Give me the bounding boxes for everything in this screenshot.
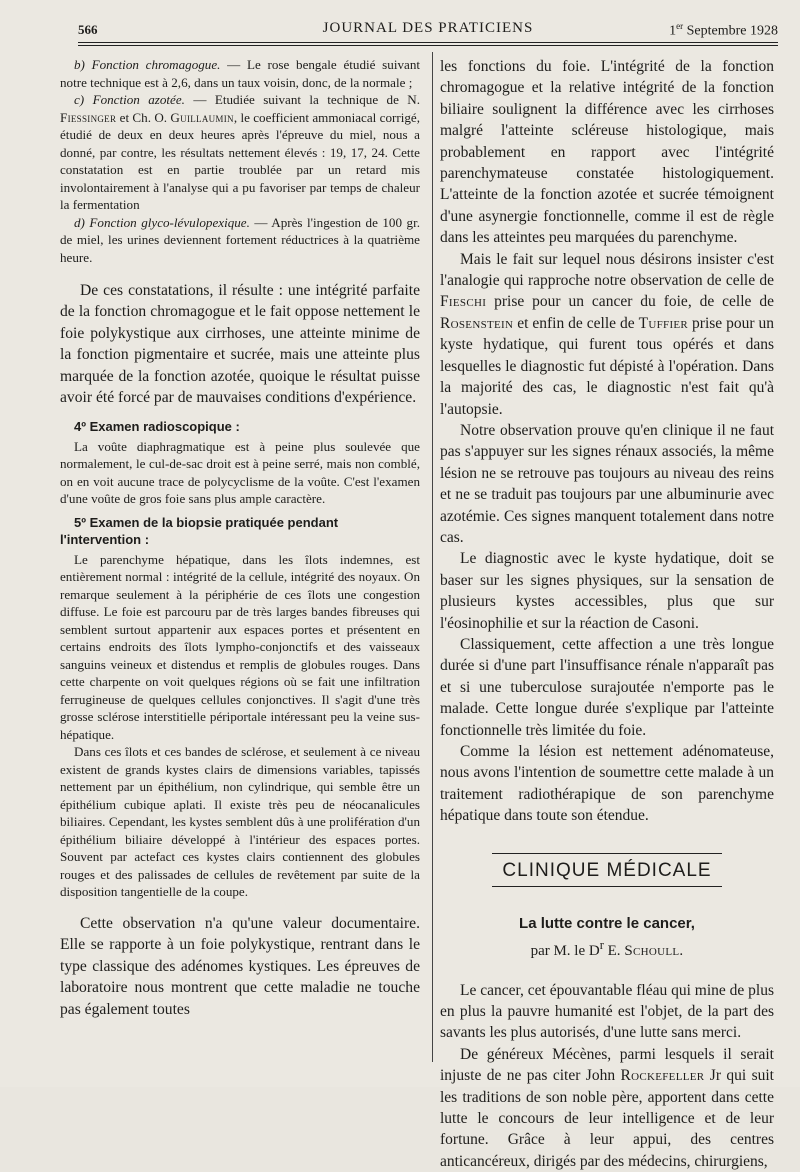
header-rule-thin — [78, 45, 778, 46]
heading-biopsy: 5º Examen de la biopsie pratiquée pendant l'intervention : — [60, 514, 339, 548]
paragraph-renal-signs: Notre observation prouve qu'en clinique il ne faut pas s'appuyer sur les signes rénaux associés, la même lésion ne se retrouve pas toujours au niveau des reins et ne se traduit pas toujours par une albuminurie avec azotémie. Ces signes manquent totalement dans notre cas. — [440, 421, 774, 546]
paragraph-biopsy-1: Le parenchyme hépatique, dans les îlots indemnes, est entièrement normal : intégrité de la cellule, intégrité des noyaux. On remarque seulement à la périphérie de ces îlots une congestion diffuse. Le foie est parcouru par de très larges bandes fibreuses qui semblent surtout appartenir aux espaces portes et présentent en certains endroits des îlots lympho-conjonctifs et des vaisseaux sanguins veineux et distendus et remplis de globules rouges. Dans cette charpente on voit quelques régions où se fait une infiltration ferrugineuse de quelques cellules conjonctives. Il s'agit d'une très grosse sclérose interstitielle périportale intéressant peu la veine sus-hépatique. — [60, 551, 420, 742]
journal-title: JOURNAL DES PRATICIENS — [322, 20, 534, 36]
discussion-block — [440, 56, 774, 827]
paragraph-biopsy-2: Dans ces îlots et ces bandes de sclérose, et seulement à ce niveau existent de grands kystes clairs de dimensions variables, tapissés nettement par un épithélium, non cylindrique, qui semble être un épithélium cubique aplati. Il existe très peu de néocanalicules biliaires. Cependant, les kystes semblent dûs à une prolifération d'un épithélium biliaire développé à l'intérieur des espaces portes. Souvent par actefact ces kystes clairs contiennent des globules rouges et des palissades de cellules de revêtement par suite de la disposition tangentielle de la coupe. — [60, 744, 420, 900]
page-number: 566 — [78, 22, 98, 37]
paragraph-glyco: d) Fonction glyco-lévulopexique. — Après l'ingestion de 100 gr. de miel, les urines deviennent fortement réductrices à la quatrième heure. — [60, 214, 420, 265]
conclusion-block — [60, 280, 420, 408]
paragraph-radioscopy: La voûte diaphragmatique est à peine plus soulevée que normalement, le cul-de-sac droit est à peine serré, mais non comblé, on en voit aucune trace de polycyclisme de la voûte. C'est l'examen d'une voûte de gros foie sans plus ample caractère. — [60, 438, 420, 507]
article-title: La lutte contre le cancer, — [519, 914, 695, 932]
paragraph-treatment: Comme la lésion est nettement adénomateuse, nous avons l'intention de soumettre cette malade à un traitement radiothérapique de son parenchyme hépatique dans toute son étendue. — [440, 743, 774, 825]
right-column — [440, 56, 774, 1172]
final-block — [60, 913, 420, 1020]
article-byline: par M. le $D^r$ E. Schoull. — [530, 937, 684, 959]
paragraph-diagnosis: Le diagnostic avec le kyste hydatique, doit se baser sur les signes physiques, sur la sensation de plusieurs kystes accessibles, plus que sur l'éosinophilie et sur la réaction de Casoni. — [440, 550, 774, 632]
paragraph-final: Cette observation n'a qu'une valeur documentaire. Elle se rapporte à un foie polykystique, rentrant dans le type classique des adénomes kystiques. Les épreuves de laboratoire nous montrent que cette maladie ne touche pas également toutes — [60, 914, 420, 1018]
function-tests — [60, 56, 420, 266]
article-body — [440, 980, 774, 1172]
section-biopsy — [60, 514, 420, 901]
paragraph-conclusion: De ces constatations, il résulte : une intégrité parfaite de la fonction chromagogue et le fait oppose nettement le foie polykystique aux cirrhoses, une atteinte minime de la fonction pigmentaire et sucrée, mais une atteinte plus marquée de la fonction azotée, quoique le résultat puisse avoir été forcé par de mauvaises conditions d'expérience. — [60, 282, 420, 407]
heading-radioscopy: 4º Examen radioscopique : — [74, 419, 240, 435]
paragraph-cancer-intro: Le cancer, cet épouvantable fléau qui mine de plus en plus la pauvre humanité est l'objet, de la part des savants les plus autorisés, d'une lutte sans merci. — [440, 981, 774, 1042]
paragraph-duration: Classiquement, cette affection a une très longue durée si d'une part l'insuffisance rénale n'apparaît pas et si une tuberculose surajoutée n'emporte pas le malade. Cette longue durée s'explique par l'atteinte fonctionnelle très limitée du foie. — [440, 635, 774, 739]
column-divider — [432, 52, 433, 1062]
left-column — [60, 56, 420, 1020]
header-rule — [78, 42, 778, 43]
paragraph-chromagogue: b) Fonction chromagogue. — Le rose bengale étudié suivant notre technique est à 2,6, dans un taux voisin, donc, de la normale ; — [60, 57, 420, 90]
section-banner: CLINIQUE MÉDICALE — [492, 853, 722, 887]
paragraph-functions: les fonctions du foie. L'intégrité de la fonction chromagogue et la relative intégrité de la fonction biliaire soulignent la différence avec les cirrhoses malgré l'atteinte scléreuse histologique, mais probablement en rapport avec l'intégrité parenchymateuse constatée histologiquement. L'atteinte de la fonction azotée et sucrée témoignent d'une asynergie fonctionnelle, comme il est de règle dans les atteintes peu marquées du parenchyme. — [440, 58, 774, 247]
page-header — [78, 20, 778, 42]
paragraph-mecenes: De généreux Mécènes, parmi lesquels il serait injuste de ne pas citer John Rockefeller Jr qui suit les traditions de son noble père, apportent dans cette lutte le concours de leur intelligence et de leur fortune. Grâce à leur appui, des centres anticancéreux, dirigés par des médecins, chirurgiens, — [440, 1045, 774, 1170]
paragraph-azotee: c) Fonction azotée. — Etudiée suivant la technique de N. Fiessinger et Ch. O. Guillaumin, le coefficient ammoniacal corrigé, étudié de deux en deux heures après l'épreuve du miel, nous a donné, par contre, les résultats nettement élevés : 19, 17, 24. Cette constatation est en partie troublée par un retard mis involontairement à l'analyse qui a pu favoriser par temps de chaleur la fermentation — [60, 92, 420, 212]
issue-date: 1er Septembre 1928 — [669, 21, 778, 39]
paragraph-analogy: Mais le fait sur lequel nous désirons insister c'est l'analogie qui rapproche notre observation de celle de Fieschi prise pour un cancer du foie, de celle de Rosenstein et enfin de celle de Tuffier prise pour un kyste hydatique, qui furent tous opérés et dans lesquelles le diagnostic fut dépisté à l'opération. Dans la majorité des cas, le diagnostic n'est fait qu'à l'autopsie. — [440, 250, 775, 418]
section-radioscopy — [60, 418, 420, 508]
